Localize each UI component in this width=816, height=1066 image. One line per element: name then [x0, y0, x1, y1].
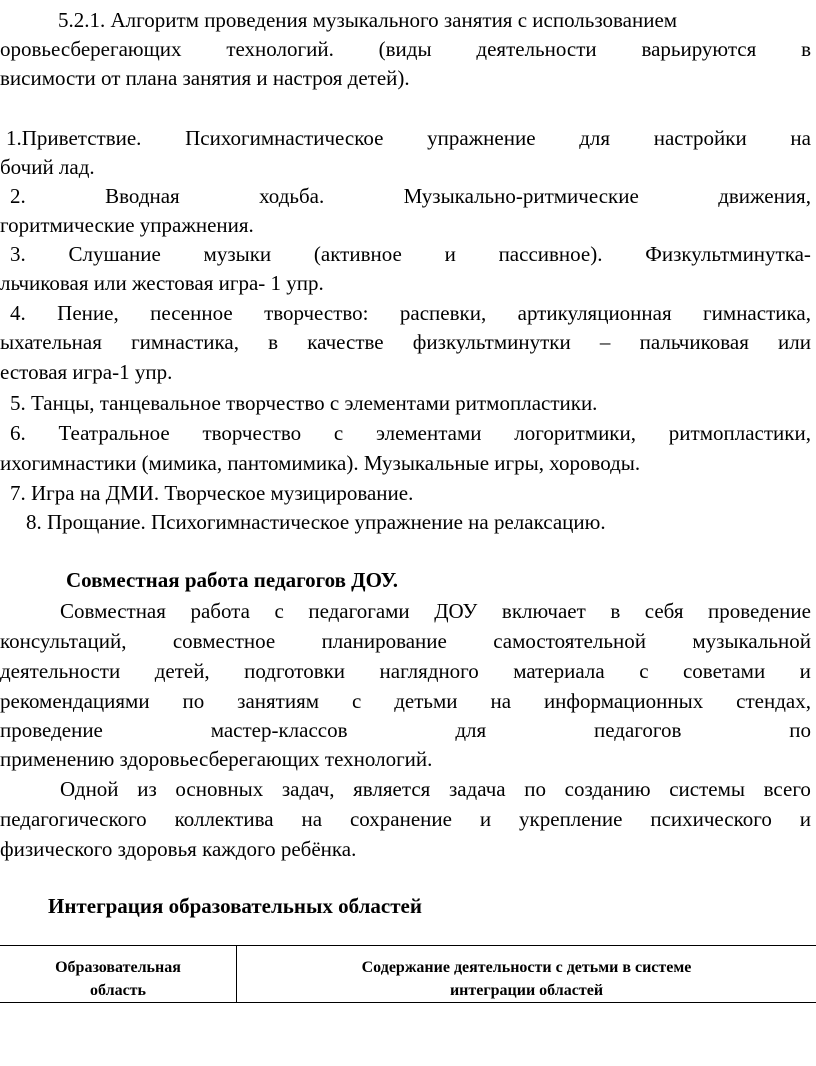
algorithm-item-6-line2: ихогимнастики (мимика, пантомимика). Музыкальные игры, хороводы. [0, 451, 641, 475]
word: рекомендациями [0, 689, 150, 713]
word: задач, [281, 777, 335, 801]
word: самостоятельной [493, 629, 646, 653]
word: Театральное [58, 421, 170, 445]
word: советами [682, 659, 766, 683]
integration-table [0, 945, 816, 1003]
joint-work-p1-line3 [0, 657, 811, 685]
algorithm-item-2-line1 [10, 182, 811, 210]
joint-work-p2-last: физического здоровья каждого ребёнка. [0, 837, 357, 861]
word: 2. [10, 184, 26, 208]
algorithm-item-3-line2: льчиковая или жестовая игра- 1 упр. [0, 271, 324, 295]
word: песенное [150, 301, 233, 325]
word: ритмопластики, [668, 421, 811, 445]
word: 6. [10, 421, 26, 445]
word: и [479, 807, 492, 831]
word: в [268, 330, 279, 354]
word: основных [175, 777, 264, 801]
word: и [799, 807, 811, 831]
algorithm-item-3-line1 [10, 240, 811, 268]
algorithm-item-7: 7. Игра на ДМИ. Творческое музицирование. [10, 481, 414, 505]
word: для [579, 126, 611, 150]
word: оровьесберегающих [0, 37, 182, 61]
word: Физкультминутка- [645, 242, 811, 266]
word: себя [644, 599, 684, 623]
word: является [353, 777, 431, 801]
word: на [490, 689, 512, 713]
word: гимнастика, [703, 301, 811, 325]
algorithm-title-line1: 5.2.1. Алгоритм проведения музыкального занятия с использованием [58, 8, 678, 32]
word: 3. [10, 242, 26, 266]
algorithm-item-4-line1 [10, 299, 811, 327]
word: включает [501, 599, 586, 623]
table-header-content [237, 946, 816, 1003]
word: или [778, 330, 811, 354]
word: музыкальной [692, 629, 811, 653]
word: Одной [60, 777, 119, 801]
word: проведение [708, 599, 811, 623]
word: 1.Приветствие. [6, 126, 142, 150]
word: материала [513, 659, 605, 683]
word: коллектива [174, 807, 274, 831]
joint-work-p2-line1 [60, 775, 811, 803]
word: артикуляционная [517, 301, 672, 325]
word: пальчиковая [639, 330, 749, 354]
word: педагогами [308, 599, 410, 623]
word: деятельности [476, 37, 597, 61]
word: гимнастика, [131, 330, 239, 354]
word: занятиям [237, 689, 320, 713]
word: Психогимнастическое [185, 126, 384, 150]
word: в [801, 37, 811, 61]
word: наглядного [379, 659, 479, 683]
word: Пение, [57, 301, 119, 325]
word: системы [669, 777, 745, 801]
joint-work-p1-line4 [0, 687, 811, 715]
word: упражнение [427, 126, 536, 150]
word: деятельности [0, 659, 121, 683]
algorithm-title-line3: висимости от плана занятия и настроя детей). [0, 66, 410, 90]
word: распевки, [399, 301, 487, 325]
word: планирование [321, 629, 447, 653]
word: подготовки [244, 659, 346, 683]
word: из [137, 777, 157, 801]
algorithm-title-line2 [0, 35, 811, 63]
word: Слушание [68, 242, 161, 266]
joint-work-p1-last: применению здоровьесберегающих технологий. [0, 747, 433, 771]
algorithm-item-6-line1 [10, 419, 811, 447]
table-header-area [0, 946, 237, 1003]
word: с [639, 659, 649, 683]
algorithm-item-4-line2 [0, 328, 811, 356]
word: 4. [10, 301, 26, 325]
table-header-area-line2: область [90, 982, 146, 999]
word: ДОУ [434, 599, 478, 623]
word: творчество: [264, 301, 369, 325]
algorithm-item-1-line2: бочий лад. [0, 155, 95, 179]
word: созданию [564, 777, 651, 801]
algorithm-item-8: 8. Прощание. Психогимнастическое упражнение на релаксацию. [26, 510, 606, 534]
algorithm-item-1-line1 [6, 124, 811, 152]
word: мастер-классов [210, 718, 348, 742]
word: ыхательная [0, 330, 102, 354]
word: музыки [203, 242, 272, 266]
joint-work-heading: Совместная работа педагогов ДОУ. [66, 568, 399, 592]
word: (виды [378, 37, 432, 61]
word: задача [448, 777, 506, 801]
word: с [333, 421, 344, 445]
algorithm-item-2-line2: горитмические упражнения. [0, 213, 254, 237]
table-header-area-line1: Образовательная [55, 959, 181, 976]
word: движения, [718, 184, 811, 208]
word: настройки [653, 126, 747, 150]
word: детьми [394, 689, 458, 713]
word: варьируются [641, 37, 757, 61]
word: по [182, 689, 205, 713]
joint-work-p1-line1 [60, 597, 811, 625]
word: педагогического [0, 807, 147, 831]
word: творчество [202, 421, 302, 445]
word: пассивное). [498, 242, 603, 266]
word: проведение [0, 718, 103, 742]
word: качестве [307, 330, 384, 354]
word: стендах, [736, 689, 811, 713]
word: всего [763, 777, 811, 801]
word: на [790, 126, 811, 150]
word: по [789, 718, 811, 742]
word: консультаций, [0, 629, 127, 653]
joint-work-p2-line2 [0, 805, 811, 833]
word: совместное [172, 629, 276, 653]
word: и [444, 242, 456, 266]
word: – [599, 330, 611, 354]
word: логоритмики, [514, 421, 637, 445]
word: (активное [313, 242, 402, 266]
joint-work-p1-line2 [0, 627, 811, 655]
integration-heading: Интеграция образовательных областей [48, 894, 422, 918]
word: с [274, 599, 284, 623]
word: укрепление [519, 807, 623, 831]
word: на [301, 807, 323, 831]
algorithm-item-4-line3: естовая игра-1 упр. [0, 360, 173, 384]
table-header-content-line1: Содержание деятельности с детьми в системе [361, 959, 692, 976]
word: ходьба. [259, 184, 325, 208]
table-header-row [0, 946, 816, 1003]
joint-work-p1-line5 [0, 716, 811, 744]
word: Совместная [60, 599, 166, 623]
word: технологий. [226, 37, 334, 61]
word: психического [650, 807, 772, 831]
word: для [455, 718, 487, 742]
word: детей, [154, 659, 210, 683]
algorithm-item-5: 5. Танцы, танцевальное творчество с элементами ритмопластики. [10, 391, 598, 415]
word: в [610, 599, 621, 623]
word: Вводная [105, 184, 180, 208]
word: Музыкально-ритмические [403, 184, 639, 208]
table-header-content-line2: интеграции областей [449, 982, 604, 999]
word: работа [190, 599, 250, 623]
word: элементами [375, 421, 482, 445]
word: по [524, 777, 546, 801]
word: сохранение [349, 807, 452, 831]
word: физкультминутки [412, 330, 571, 354]
word: информационных [543, 689, 704, 713]
word: с [351, 689, 362, 713]
word: и [799, 659, 811, 683]
word: педагогов [594, 718, 682, 742]
